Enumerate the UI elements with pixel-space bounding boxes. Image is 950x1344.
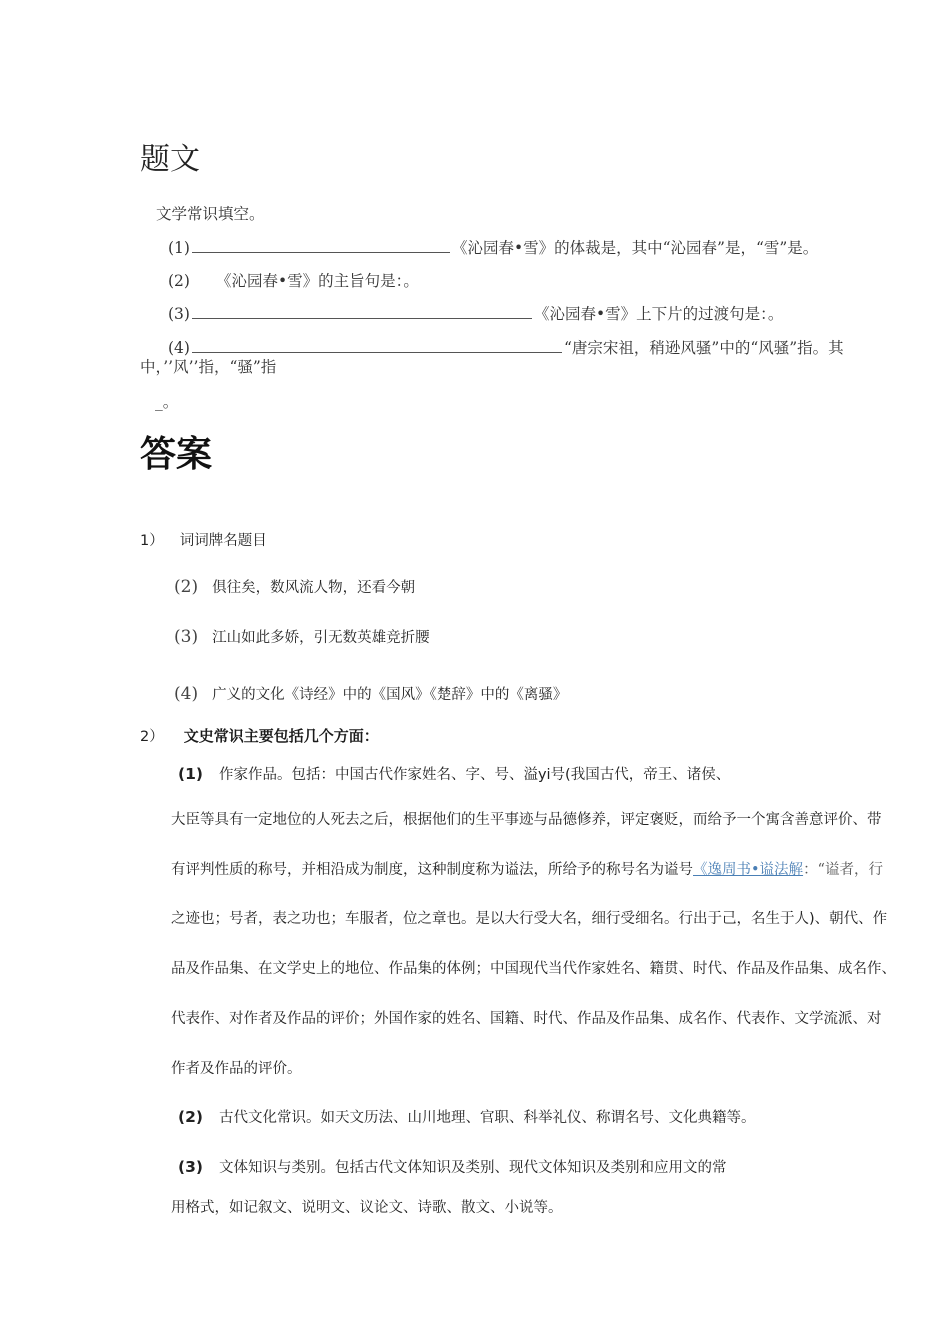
question-item-1-text: 《沁园春•雪》的体裁是，其中“沁园春”是，“雪”是。 <box>451 239 819 257</box>
answer-sub1-line7: 作者及作品的评价。 <box>171 1061 302 1077</box>
question-item-2 <box>168 269 419 291</box>
yi-zhou-shu-link[interactable]: 《逸周书•谥法解 <box>693 862 804 878</box>
question-item-4-text: “唐宗宋祖，稍逊风骚”中的“风骚”指。其 <box>563 339 844 357</box>
answer-item-2-text: 俱往矣，数风流人物，还看今朝 <box>212 580 416 596</box>
answer-blank <box>192 304 532 319</box>
question-item-4-tail: _。 <box>155 393 179 411</box>
question-item-2-num: (2) <box>168 272 190 290</box>
answer-part1-text: 词词牌名题目 <box>179 533 267 549</box>
answer-sub2-text: 古代文化常识。如天文历法、山川地理、官职、科举礼仪、称谓名号、文化典籍等。 <box>218 1110 756 1126</box>
answer-item-4 <box>174 683 567 704</box>
answer-sub1-line4: 之迹也；号者，表之功也；车服者，位之章也。是以大行受大名，细行受细名。行出于己，名生于人)、朝代、作 <box>171 911 888 927</box>
question-item-1 <box>168 236 818 258</box>
question-item-1-num: (1) <box>168 239 190 257</box>
question-item-3-text: 《沁园春•雪》上下片的过渡句是：。 <box>533 305 784 323</box>
question-item-3-num: (3) <box>168 305 190 323</box>
question-item-4-num: (4) <box>168 339 190 357</box>
answer-sub1-line3-b: ：“谥者，行 <box>803 862 883 878</box>
answer-part2-num: 2） <box>140 729 164 745</box>
question-item-3 <box>168 302 783 324</box>
answer-item-3-text: 江山如此多娇，引无数英雄竞折腰 <box>212 630 430 646</box>
answer-sub3-line2: 用格式，如记叙文、说明文、议论文、诗歌、散文、小说等。 <box>171 1200 563 1216</box>
answer-sub1-line2: 大臣等具有一定地位的人死去之后，根据他们的生平事迹与品德修养，评定褒贬，而给予一个寓含善意评价、带 <box>171 812 882 828</box>
answer-part1-num: 1） <box>140 533 164 549</box>
answer-sub2-num: (2) <box>178 1108 203 1126</box>
answer-sub3-num: (3) <box>178 1158 203 1176</box>
answer-item-3 <box>174 626 430 647</box>
question-intro: 文学常识填空。 <box>156 205 265 223</box>
answer-part2 <box>140 725 379 746</box>
answer-sub1-line3-a: 有评判性质的称号，并相沿成为制度，这种制度称为谥法，所给予的称号名为谥号 <box>171 862 693 878</box>
answer-sub1-line5: 品及作品集、在文学史上的地位、作品集的体例；中国现代当代作家姓名、籍贯、时代、作品及作品集、成名作、 <box>171 961 896 977</box>
answer-item-2 <box>174 576 415 597</box>
answer-blank <box>192 238 450 253</box>
answer-sub1-line3 <box>171 858 883 879</box>
answer-part1 <box>140 529 267 550</box>
question-item-2-text: 《沁园春•雪》的主旨句是：。 <box>215 272 419 290</box>
answer-item-2-num: (2) <box>174 577 199 597</box>
answer-sub2 <box>178 1106 755 1127</box>
question-heading: 题文 <box>140 142 200 177</box>
answer-sub1-num: (1) <box>178 765 203 783</box>
answer-sub1-line6: 代表作、对作者及作品的评价；外国作家的姓名、国籍、时代、作品及作品集、成名作、代表作、文学流派、对 <box>171 1011 882 1027</box>
answer-sub1-line1 <box>178 763 730 784</box>
answer-sub3-line1 <box>178 1156 726 1177</box>
question-item-4-cont: 中，’’风’’指，“骚”指 <box>140 358 277 376</box>
answer-item-4-num: (4) <box>174 684 199 704</box>
answer-item-3-num: (3) <box>174 627 199 647</box>
answer-heading: 答案 <box>140 434 213 475</box>
answer-blank <box>192 338 562 353</box>
answer-sub1-line1-text: 作家作品。包括：中国古代作家姓名、字、号、溢yi号(我国古代，帝王、诸侯、 <box>218 767 731 783</box>
answer-sub3-line1-text: 文体知识与类别。包括古代文体知识及类别、现代文体知识及类别和应用文的常 <box>218 1160 727 1176</box>
answer-item-4-text: 广义的文化《诗经》中的《国风》《楚辞》中的《离骚》 <box>212 687 568 703</box>
answer-part2-title: 文史常识主要包括几个方面： <box>183 727 379 745</box>
